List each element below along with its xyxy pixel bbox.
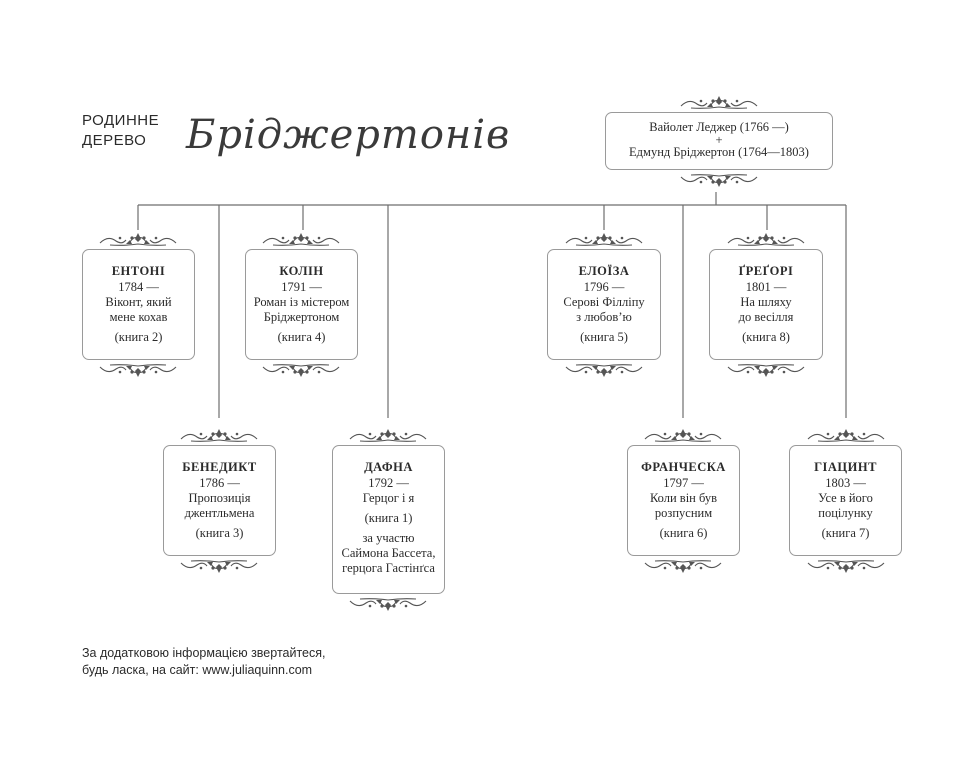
heading-line-1: РОДИННЕ bbox=[82, 112, 160, 129]
heading bbox=[82, 111, 159, 151]
book-number: (книга 6) bbox=[659, 526, 708, 540]
child-box-francesca bbox=[627, 445, 740, 556]
child-name: ДАФНА bbox=[364, 460, 413, 474]
child-name: ЕЛОЇЗА bbox=[578, 264, 630, 278]
footer-line-2: будь ласка, на сайт: www.juliaquinn.com bbox=[82, 663, 313, 677]
child-name: БЕНЕДИКТ bbox=[182, 460, 257, 474]
child-birth-year: 1801 — bbox=[745, 280, 787, 294]
child-name: ФРАНЧЕСКА bbox=[641, 460, 726, 474]
book-title: розпусним bbox=[654, 506, 713, 520]
child-box-colin bbox=[245, 249, 358, 360]
flourish-ornament-icon bbox=[724, 232, 808, 248]
book-title: Роман із містером bbox=[253, 295, 350, 309]
child-box-anthony bbox=[82, 249, 195, 360]
child-birth-year: 1796 — bbox=[583, 280, 625, 294]
parents-box bbox=[605, 112, 833, 170]
flourish-ornament-icon bbox=[804, 428, 888, 444]
child-birth-year: 1786 — bbox=[199, 476, 240, 490]
child-birth-year: 1803 — bbox=[825, 476, 866, 490]
featuring-note: Саймона Бассета, bbox=[341, 546, 436, 560]
child-name: ГІАЦИНТ bbox=[814, 460, 877, 474]
child-box-benedict bbox=[163, 445, 276, 556]
child-name: ЕНТОНІ bbox=[111, 264, 166, 278]
flourish-ornament-icon bbox=[641, 558, 725, 574]
parent-mother: Вайолет Леджер (1766 —) bbox=[649, 120, 789, 134]
flourish-ornament-icon bbox=[96, 232, 180, 248]
parent-plus: + bbox=[715, 133, 723, 147]
child-box-daphne bbox=[332, 445, 445, 594]
book-number: (книга 2) bbox=[114, 330, 163, 344]
book-title: мене кохав bbox=[109, 310, 168, 324]
book-number: (книга 8) bbox=[742, 330, 790, 344]
flourish-ornament-icon bbox=[346, 596, 430, 612]
flourish-ornament-icon bbox=[562, 232, 646, 248]
featuring-note: герцога Гастінґса bbox=[342, 561, 435, 575]
flourish-ornament-icon bbox=[96, 362, 180, 378]
child-birth-year: 1791 — bbox=[281, 280, 322, 294]
book-title: Герцог і я bbox=[362, 491, 415, 505]
flourish-ornament-icon bbox=[641, 428, 725, 444]
flourish-ornament-icon bbox=[804, 558, 888, 574]
book-number: (книга 5) bbox=[580, 330, 628, 344]
child-box-gregory bbox=[709, 249, 823, 360]
book-title: Коли він був bbox=[649, 491, 718, 505]
book-title: Серові Філліпу bbox=[563, 295, 645, 309]
book-title: джентльмена bbox=[184, 506, 255, 520]
flourish-ornament-icon bbox=[724, 362, 808, 378]
book-number: (книга 3) bbox=[195, 526, 244, 540]
book-title: Усе в його bbox=[818, 491, 873, 505]
script-title: Бріджертонів bbox=[186, 112, 511, 158]
book-title: Віконт, який bbox=[105, 295, 172, 309]
parent-father: Едмунд Бріджертон (1764—1803) bbox=[629, 145, 809, 159]
flourish-ornament-icon bbox=[346, 428, 430, 444]
child-name: ҐРЕҐОРІ bbox=[738, 264, 794, 278]
flourish-ornament-icon bbox=[677, 95, 761, 111]
flourish-ornament-icon bbox=[677, 172, 761, 188]
child-box-hyacinth bbox=[789, 445, 902, 556]
child-birth-year: 1784 — bbox=[118, 280, 159, 294]
flourish-ornament-icon bbox=[562, 362, 646, 378]
child-box-eloise bbox=[547, 249, 661, 360]
flourish-ornament-icon bbox=[259, 362, 343, 378]
child-birth-year: 1792 — bbox=[368, 476, 409, 490]
flourish-ornament-icon bbox=[177, 558, 261, 574]
book-number: (книга 4) bbox=[277, 330, 326, 344]
child-name: КОЛІН bbox=[279, 264, 324, 278]
book-title: до весілля bbox=[738, 310, 794, 324]
book-title: з любов’ю bbox=[576, 310, 632, 324]
featuring-note: за участю bbox=[362, 531, 415, 545]
book-number: (книга 1) bbox=[364, 511, 413, 525]
footer bbox=[82, 645, 326, 679]
book-number: (книга 7) bbox=[821, 526, 870, 540]
flourish-ornament-icon bbox=[259, 232, 343, 248]
child-birth-year: 1797 — bbox=[663, 476, 704, 490]
book-title: поцілунку bbox=[818, 506, 873, 520]
footer-line-1: За додатковою інформацією звертайтеся, bbox=[82, 646, 326, 660]
flourish-ornament-icon bbox=[177, 428, 261, 444]
heading-line-2: ДЕРЕВО bbox=[82, 132, 147, 149]
book-title: На шляху bbox=[740, 295, 792, 309]
book-title: Бріджертоном bbox=[263, 310, 340, 324]
book-title: Пропозиція bbox=[188, 491, 251, 505]
